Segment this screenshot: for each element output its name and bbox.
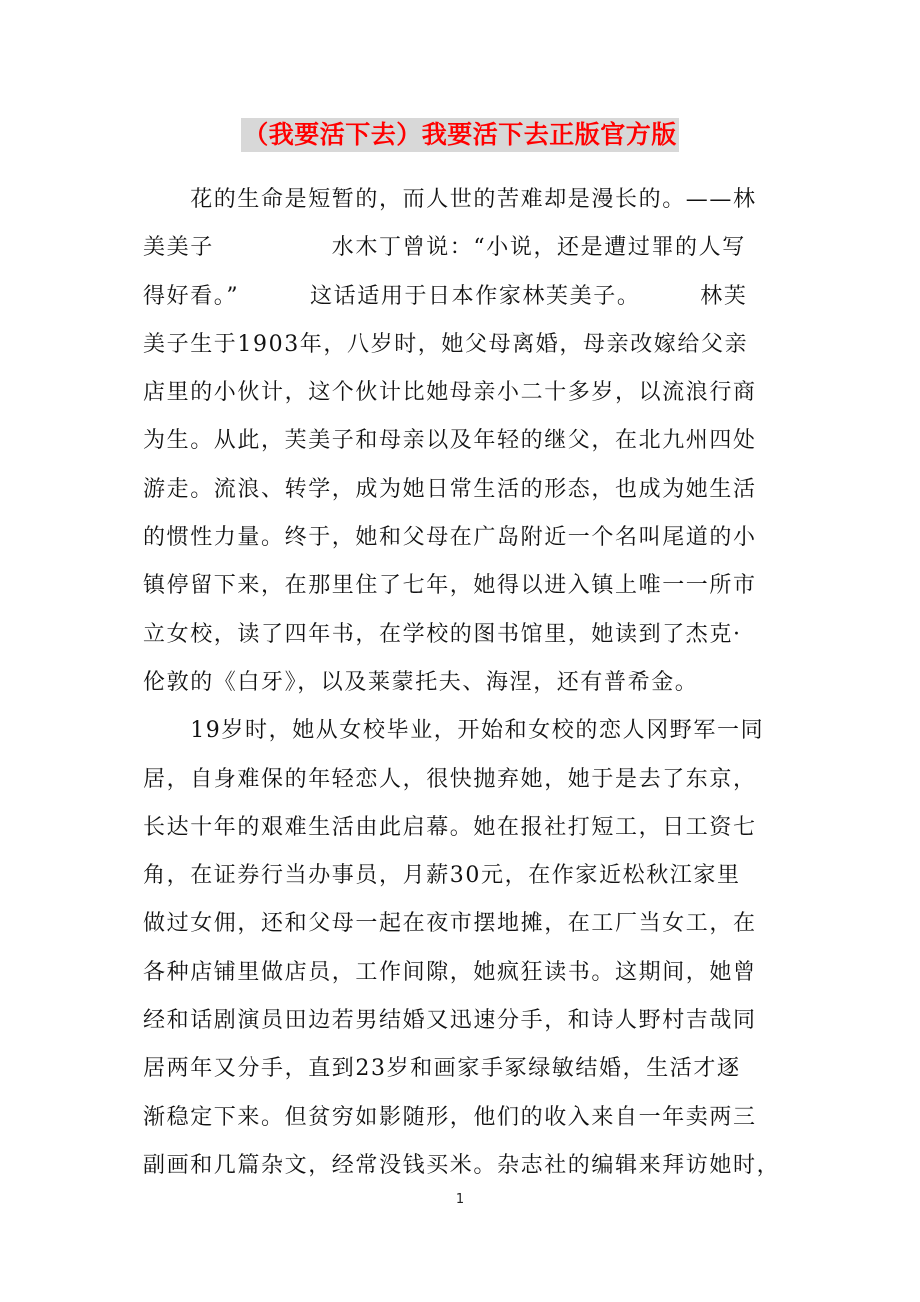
- text-line: 花的生命是短暂的，而人世的苦难却是漫长的。——林: [143, 187, 757, 212]
- text-line: 副画和几篇杂文，经常没钱买米。杂志社的编辑来拜访她时，: [143, 1152, 781, 1178]
- text-line: 渐稳定下来。但贫穷如影随形，他们的收入来自一年卖两三: [143, 1104, 757, 1130]
- title-container: [0, 118, 920, 152]
- text-line: 立女校，读了四年书，在学校的图书馆里，她读到了杰克·: [143, 621, 742, 647]
- text-line: 镇停留下来，在那里住了七年，她得以进入镇上唯一一所市: [143, 573, 757, 599]
- text-line: 角，在证券行当办事员，月薪30元，在作家近松秋江家里: [143, 863, 741, 889]
- page-number: 1: [455, 1192, 465, 1207]
- text-line: 经和话剧演员田边若男结婚又迅速分手，和诗人野村吉哉同: [143, 1008, 757, 1034]
- text-line: 做过女佣，还和父母一起在夜市摆地摊，在工厂当女工，在: [143, 911, 757, 937]
- text-line: 为生。从此，芙美子和母亲以及年轻的继父，在北九州四处: [143, 428, 757, 454]
- text-line: 各种店铺里做店员，工作间隙，她疯狂读书。这期间，她曾: [143, 959, 757, 985]
- text-line: 店里的小伙计，这个伙计比她母亲小二十多岁，以流浪行商: [143, 380, 757, 406]
- text-line: 美美子 水木丁曾说：“小说，还是遭过罪的人写: [143, 235, 746, 261]
- text-line: 居，自身难保的年轻恋人，很快抛弃她，她于是去了东京，: [143, 766, 757, 792]
- text-line: 19岁时，她从女校毕业，开始和女校的恋人冈野军一同: [143, 718, 765, 744]
- text-line: 伦敦的《白牙》，以及莱蒙托夫、海涅，还有普希金。: [143, 669, 699, 695]
- body-text: [143, 176, 783, 1190]
- text-line: 美子生于1903年，八岁时，她父母离婚，母亲改嫁给父亲: [143, 331, 749, 357]
- text-line: 游走。流浪、转学，成为她日常生活的形态，也成为她生活: [143, 476, 757, 502]
- text-line: 的惯性力量。终于，她和父母在广岛附近一个名叫尾道的小: [143, 525, 757, 551]
- text-line: 居两年又分手，直到23岁和画家手冢绿敏结婚，生活才逐: [143, 1056, 741, 1082]
- document-title: （我要活下去）我要活下去正版官方版: [241, 118, 679, 152]
- text-line: 得好看。” 这话适用于日本作家林芙美子。 林芙: [143, 283, 748, 309]
- text-line: 长达十年的艰难生活由此启幕。她在报社打短工，日工资七: [143, 814, 757, 840]
